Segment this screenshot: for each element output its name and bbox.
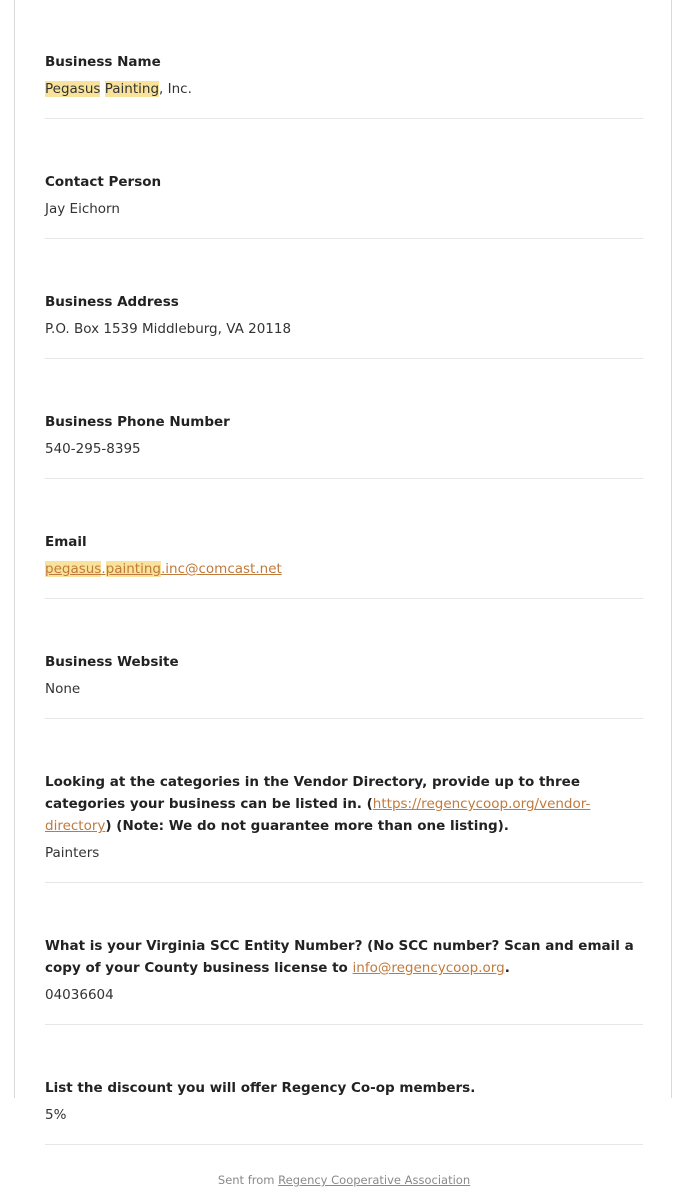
field-business-phone <box>45 359 643 479</box>
field-discount <box>45 1025 643 1145</box>
field-contact-person <box>45 119 643 239</box>
field-email <box>45 479 643 599</box>
field-label <box>45 935 643 979</box>
field-scc-number <box>45 883 643 1025</box>
field-label: Contact Person <box>45 174 162 190</box>
label-text: . <box>504 960 510 976</box>
footer <box>45 1145 643 1187</box>
field-business-name <box>45 0 643 119</box>
email-card <box>14 0 672 1187</box>
field-label: Business Name <box>45 54 161 70</box>
footer-link[interactable]: Regency Cooperative Association <box>278 1173 471 1187</box>
highlight: painting <box>105 561 161 577</box>
email-link[interactable] <box>45 561 282 577</box>
field-label: Email <box>45 534 87 550</box>
field-business-website <box>45 599 643 719</box>
vendor-directory-link[interactable]: https://regencycoop.org/vendor-directory <box>45 796 591 834</box>
field-value: Jay Eichorn <box>45 201 120 217</box>
field-value <box>45 560 643 578</box>
field-value: P.O. Box 1539 Middleburg, VA 20118 <box>45 321 292 337</box>
field-value: 5% <box>45 1107 67 1123</box>
field-value <box>45 80 643 98</box>
field-label: Business Phone Number <box>45 414 230 430</box>
info-email-link[interactable]: info@regencycoop.org <box>352 960 505 976</box>
value-rest: , Inc. <box>159 81 192 97</box>
field-value: Painters <box>45 845 100 861</box>
highlight: pegasus <box>45 561 102 577</box>
footer-prefix: Sent from <box>217 1173 279 1187</box>
field-label <box>45 771 643 837</box>
field-label: Business Address <box>45 294 179 310</box>
label-text: What is your Virginia SCC Entity Number? (No SCC number? Scan and email a copy of your County business license to <box>45 938 634 976</box>
field-value: 540-295-8395 <box>45 441 141 457</box>
highlight: Painting <box>104 81 160 97</box>
field-value: 04036604 <box>45 987 114 1003</box>
field-label: List the discount you will offer Regency Co-op members. <box>45 1080 476 1096</box>
dot: . <box>101 561 106 577</box>
field-categories <box>45 719 643 883</box>
label-text: ) (Note: We do not guarantee more than one listing). <box>105 818 509 834</box>
field-value: None <box>45 681 81 697</box>
form-entries <box>45 0 643 1187</box>
field-label: Business Website <box>45 654 179 670</box>
label-text: Looking at the categories in the Vendor Directory, provide up to three categories your business can be listed in. ( <box>45 774 580 812</box>
highlight: Pegasus <box>45 81 101 97</box>
value-rest: .inc@comcast.net <box>160 561 282 577</box>
field-business-address <box>45 239 643 359</box>
